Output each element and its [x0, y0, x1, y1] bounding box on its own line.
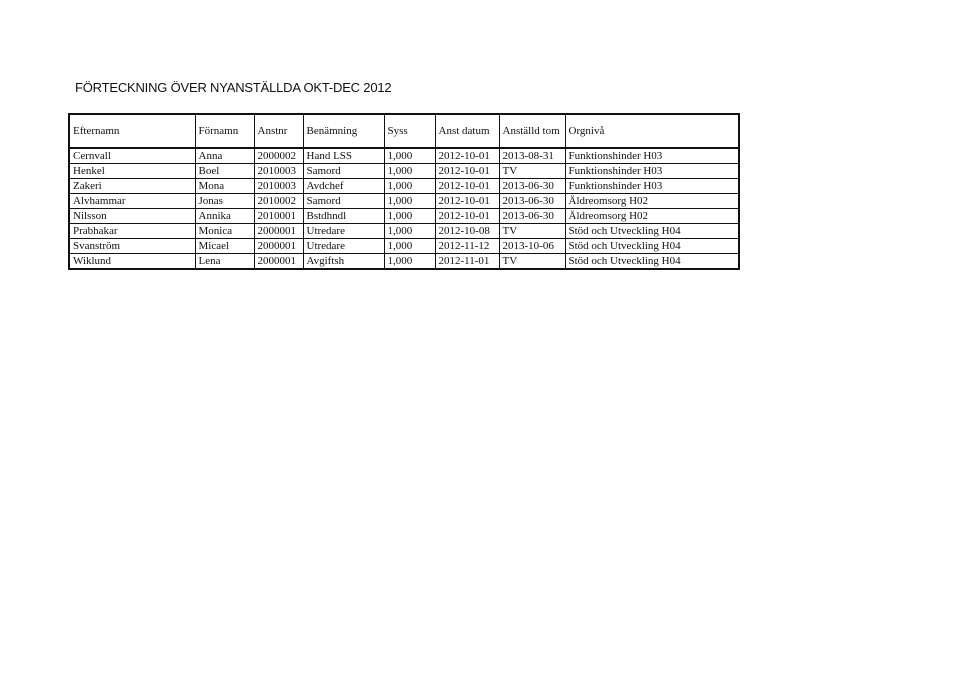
- cell-benamning: Utredare: [303, 224, 384, 239]
- header-syss: Syss: [384, 114, 435, 148]
- cell-anst-datum: 2012-10-01: [435, 194, 499, 209]
- cell-fornamn: Boel: [195, 164, 254, 179]
- cell-anstalld-tom: 2013-06-30: [499, 179, 565, 194]
- cell-efternamn: Nilsson: [69, 209, 195, 224]
- new-hires-table: [68, 113, 740, 270]
- cell-anst-datum: 2012-10-01: [435, 179, 499, 194]
- cell-anstalld-tom: 2013-10-06: [499, 239, 565, 254]
- cell-anstnr: 2010002: [254, 194, 303, 209]
- header-anstnr: Anstnr: [254, 114, 303, 148]
- cell-fornamn: Annika: [195, 209, 254, 224]
- cell-benamning: Samord: [303, 194, 384, 209]
- table-row: [69, 239, 739, 254]
- cell-fornamn: Micael: [195, 239, 254, 254]
- cell-orgniva: Stöd och Utveckling H04: [565, 224, 739, 239]
- cell-fornamn: Jonas: [195, 194, 254, 209]
- table-row: [69, 224, 739, 239]
- cell-anstnr: 2000001: [254, 254, 303, 270]
- document-title: FÖRTECKNING ÖVER NYANSTÄLLDA OKT-DEC 2012: [75, 80, 392, 95]
- cell-orgniva: Äldreomsorg H02: [565, 209, 739, 224]
- cell-anst-datum: 2012-10-08: [435, 224, 499, 239]
- cell-anstalld-tom: 2013-08-31: [499, 148, 565, 164]
- cell-anstnr: 2010003: [254, 164, 303, 179]
- cell-anstnr: 2000002: [254, 148, 303, 164]
- cell-benamning: Avdchef: [303, 179, 384, 194]
- cell-orgniva: Funktionshinder H03: [565, 179, 739, 194]
- table-row: [69, 254, 739, 270]
- cell-syss: 1,000: [384, 194, 435, 209]
- cell-syss: 1,000: [384, 224, 435, 239]
- cell-orgniva: Äldreomsorg H02: [565, 194, 739, 209]
- cell-fornamn: Lena: [195, 254, 254, 270]
- header-anst-datum: Anst datum: [435, 114, 499, 148]
- table-row: [69, 179, 739, 194]
- cell-anst-datum: 2012-11-01: [435, 254, 499, 270]
- cell-benamning: Utredare: [303, 239, 384, 254]
- cell-efternamn: Henkel: [69, 164, 195, 179]
- table-row: [69, 164, 739, 179]
- cell-syss: 1,000: [384, 164, 435, 179]
- cell-anstalld-tom: TV: [499, 224, 565, 239]
- cell-syss: 1,000: [384, 179, 435, 194]
- cell-anstalld-tom: 2013-06-30: [499, 194, 565, 209]
- cell-efternamn: Alvhammar: [69, 194, 195, 209]
- cell-orgniva: Stöd och Utveckling H04: [565, 239, 739, 254]
- cell-fornamn: Anna: [195, 148, 254, 164]
- header-efternamn: Efternamn: [69, 114, 195, 148]
- cell-fornamn: Monica: [195, 224, 254, 239]
- header-orgniva: Orgnivå: [565, 114, 739, 148]
- cell-benamning: Bstdhndl: [303, 209, 384, 224]
- table-header-row: [69, 114, 739, 148]
- cell-efternamn: Prabhakar: [69, 224, 195, 239]
- cell-anst-datum: 2012-10-01: [435, 148, 499, 164]
- cell-benamning: Hand LSS: [303, 148, 384, 164]
- cell-efternamn: Zakeri: [69, 179, 195, 194]
- cell-benamning: Samord: [303, 164, 384, 179]
- cell-orgniva: Stöd och Utveckling H04: [565, 254, 739, 270]
- cell-anstalld-tom: 2013-06-30: [499, 209, 565, 224]
- cell-anstalld-tom: TV: [499, 164, 565, 179]
- header-anstalld-tom: Anställd tom: [499, 114, 565, 148]
- table-row: [69, 194, 739, 209]
- cell-efternamn: Svanström: [69, 239, 195, 254]
- cell-anstnr: 2000001: [254, 239, 303, 254]
- header-fornamn: Förnamn: [195, 114, 254, 148]
- cell-syss: 1,000: [384, 148, 435, 164]
- cell-syss: 1,000: [384, 254, 435, 270]
- cell-fornamn: Mona: [195, 179, 254, 194]
- cell-orgniva: Funktionshinder H03: [565, 164, 739, 179]
- cell-benamning: Avgiftsh: [303, 254, 384, 270]
- cell-anst-datum: 2012-10-01: [435, 164, 499, 179]
- table-row: [69, 209, 739, 224]
- cell-syss: 1,000: [384, 239, 435, 254]
- cell-anstnr: 2010001: [254, 209, 303, 224]
- cell-anstnr: 2010003: [254, 179, 303, 194]
- cell-anstnr: 2000001: [254, 224, 303, 239]
- cell-anstalld-tom: TV: [499, 254, 565, 270]
- cell-syss: 1,000: [384, 209, 435, 224]
- cell-anst-datum: 2012-11-12: [435, 239, 499, 254]
- cell-efternamn: Wiklund: [69, 254, 195, 270]
- cell-orgniva: Funktionshinder H03: [565, 148, 739, 164]
- header-benamning: Benämning: [303, 114, 384, 148]
- table-row: [69, 148, 739, 164]
- cell-anst-datum: 2012-10-01: [435, 209, 499, 224]
- cell-efternamn: Cernvall: [69, 148, 195, 164]
